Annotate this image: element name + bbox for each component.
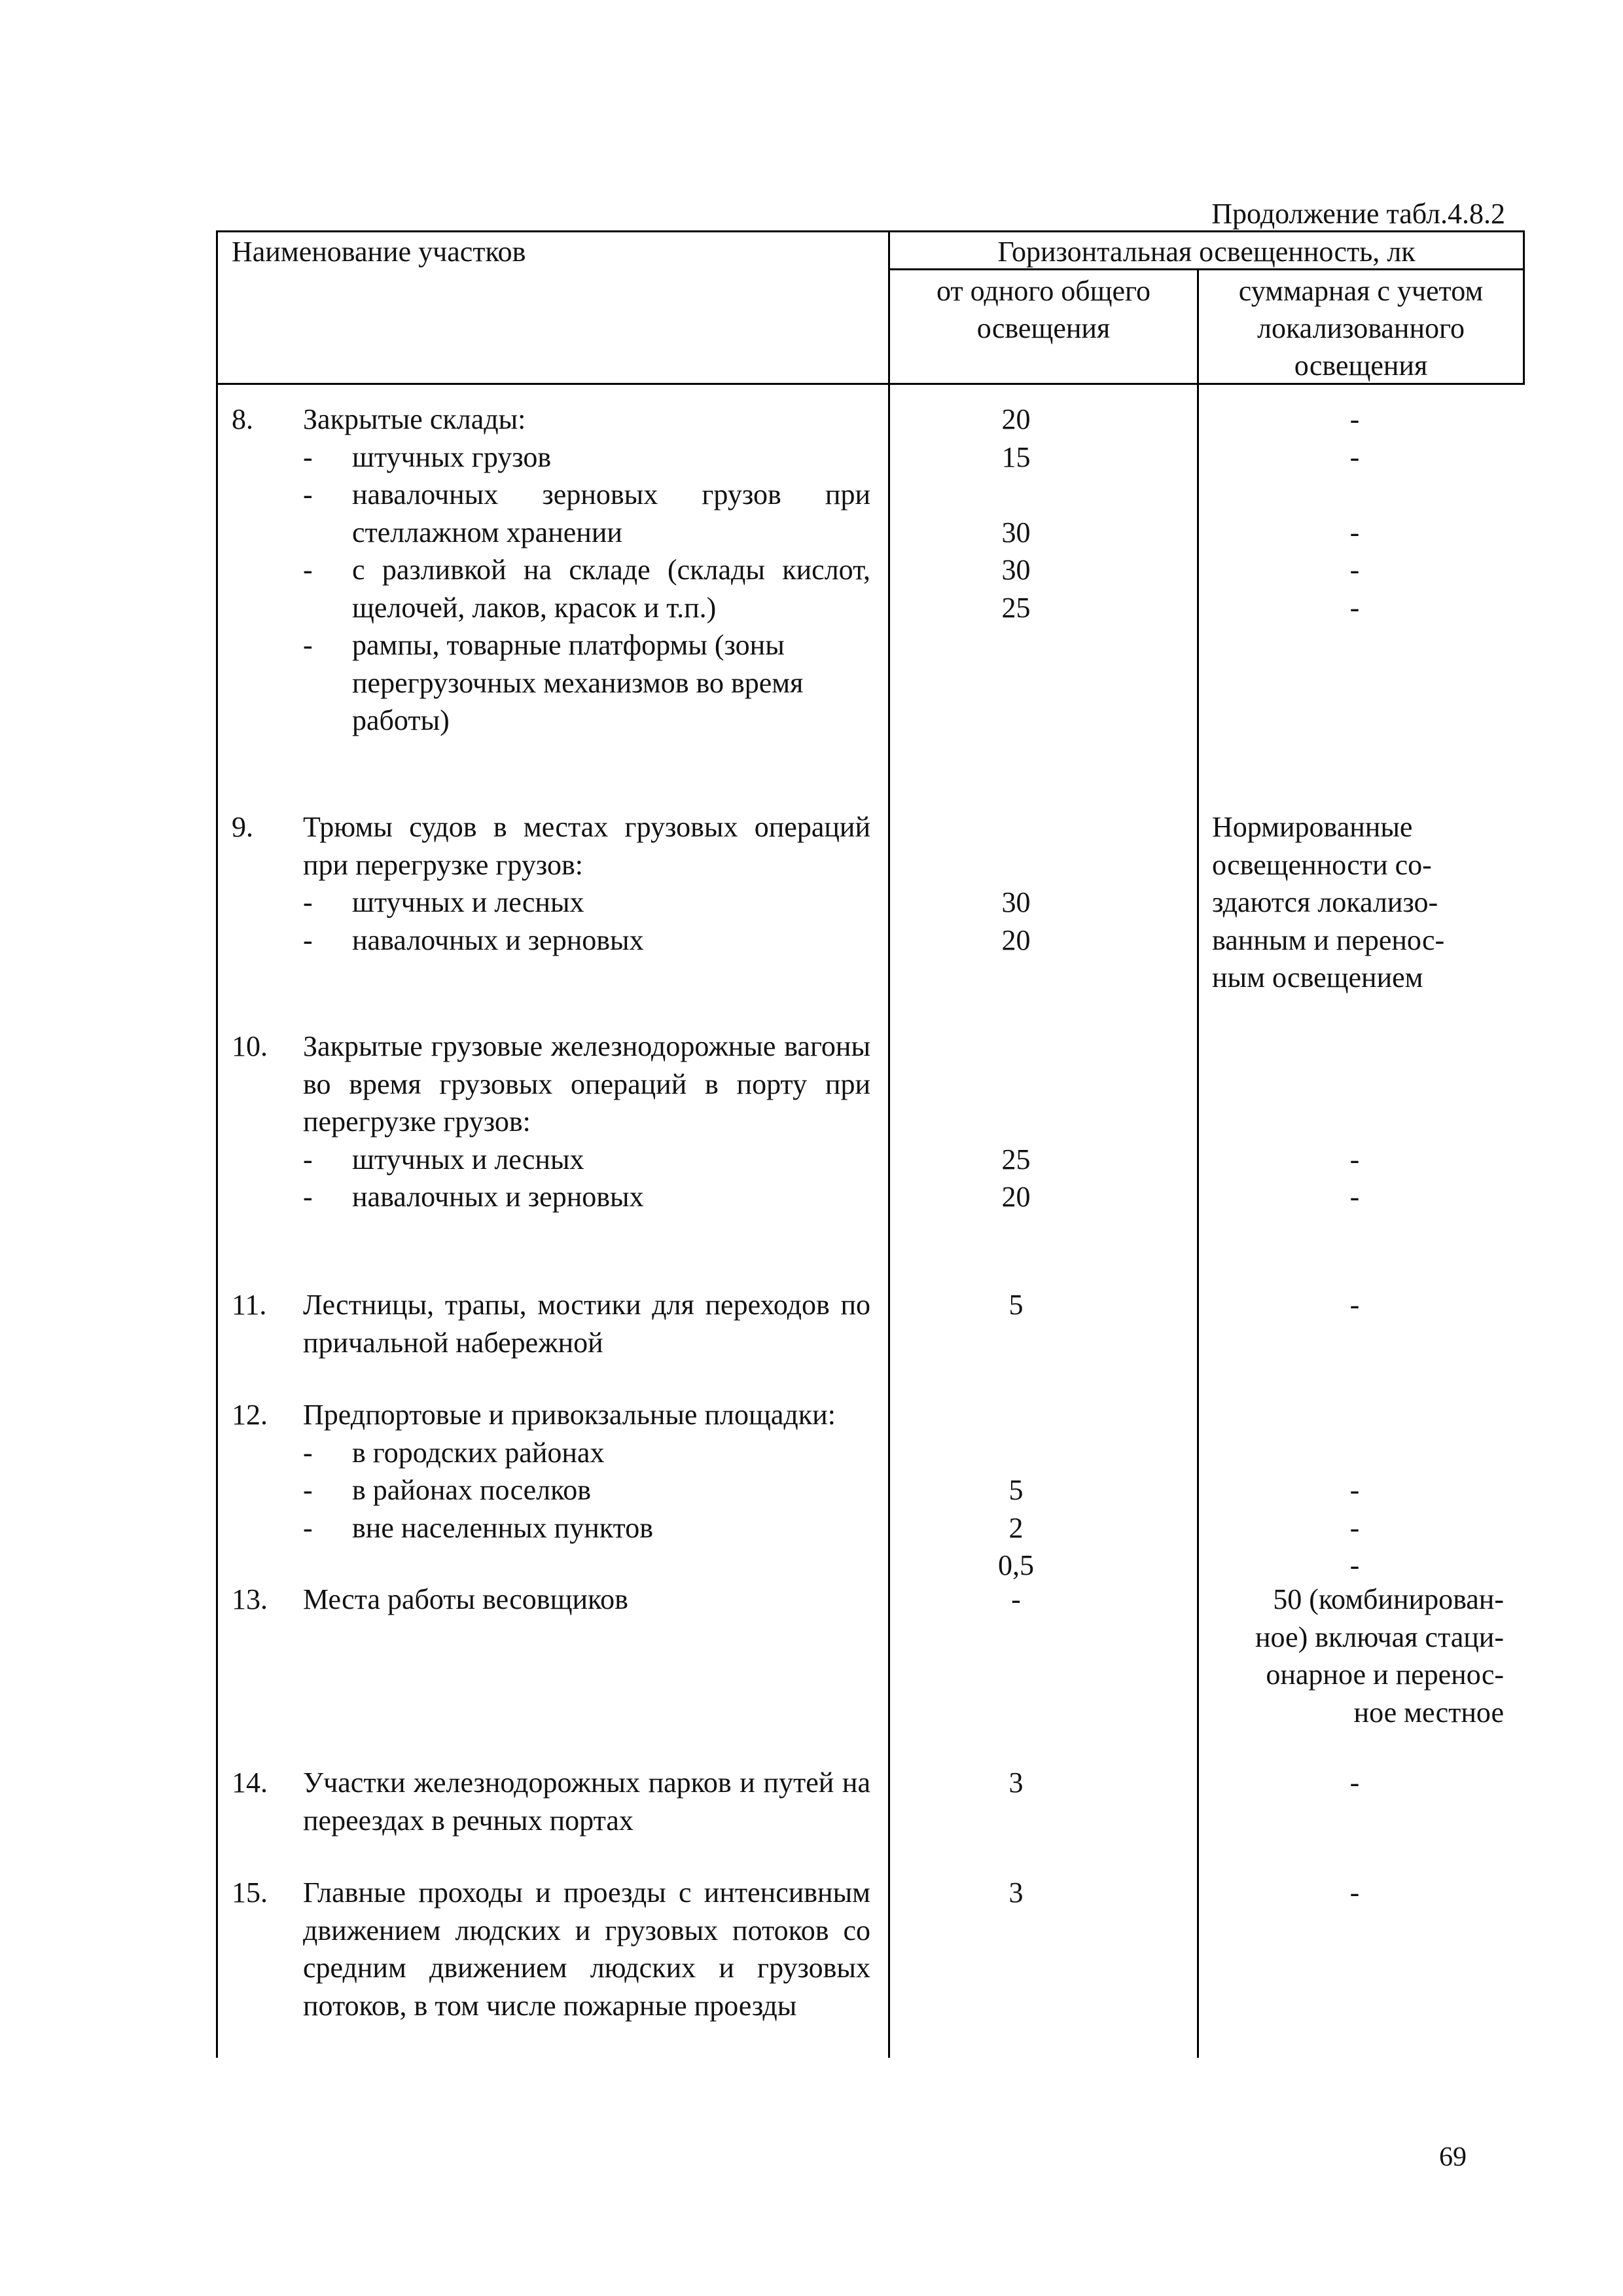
value-spacer	[1205, 1396, 1504, 1434]
list-item-text: штучных и лесных	[352, 886, 584, 918]
value-cell: -	[1349, 440, 1360, 473]
list-item-text: с разливкой на складе (склады кислот, щелочей, лаков, красок и т.п.)	[352, 554, 870, 624]
list-item	[303, 1471, 870, 1509]
header-col-general-line: от одного общего	[936, 275, 1150, 307]
value-cell: -	[1349, 516, 1360, 548]
dash: -	[303, 1181, 313, 1213]
row-description	[303, 1286, 870, 1361]
row-description	[303, 1874, 870, 2024]
value-cell: 20	[1001, 1181, 1031, 1213]
row-description	[303, 808, 870, 959]
list-item-text: рампы, товарные платформы (зоны перегрузочных механизмов во время работы)	[352, 629, 804, 736]
row-title: Лестницы, трапы, мостики для переходов по причальной набережной	[303, 1289, 870, 1359]
header-col-combined-line: суммарная с учетом	[1238, 275, 1484, 307]
value-cell: -	[1349, 1143, 1360, 1175]
value-spacer	[1205, 1103, 1504, 1141]
value-cell: 3	[1008, 1767, 1024, 1799]
combined-illuminance-note	[1205, 1581, 1504, 1731]
note-line: освещенности со-	[1212, 848, 1432, 881]
row-number: 15.	[232, 1876, 268, 1909]
illuminance-table	[216, 230, 1525, 2058]
value-spacer	[1205, 1028, 1504, 1066]
value-cell: 30	[1001, 886, 1031, 918]
note-line: ванным и перенос-	[1212, 924, 1445, 956]
column-divider-2	[1197, 268, 1199, 2058]
value-spacer	[890, 846, 1142, 884]
list-item	[303, 439, 870, 476]
list-item	[303, 476, 870, 551]
general-illuminance-values	[890, 1286, 1142, 1324]
dash: -	[303, 1436, 313, 1469]
row-title: Главные проходы и проезды с интенсивным движением людских и грузовых потоков со средним движением людских и грузовых потоков, в том числе пожарные проезды	[303, 1876, 870, 2022]
note-line: Нормированные	[1212, 811, 1413, 843]
value-cell: 20	[1001, 924, 1031, 956]
list-item	[303, 626, 876, 740]
list-item	[303, 551, 870, 626]
value-spacer	[890, 1396, 1142, 1434]
row-title: Участки железнодорожных парков и путей на переездах в речных портах	[303, 1767, 870, 1837]
row-description	[303, 401, 870, 740]
note-line: 50 (комбинирован-	[1273, 1583, 1504, 1615]
header-col-combined-line: освещения	[1294, 350, 1428, 382]
list-item-text: штучных и лесных	[352, 1143, 584, 1175]
value-spacer	[890, 1434, 1142, 1472]
row-description	[303, 1396, 870, 1547]
page-number: 69	[1439, 2142, 1467, 2172]
value-spacer	[890, 1066, 1142, 1103]
row-number: 9.	[232, 811, 253, 843]
combined-illuminance-values	[1205, 1028, 1504, 1216]
combined-illuminance-values	[1205, 1396, 1504, 1585]
value-spacer	[1205, 1434, 1504, 1472]
row-title: Предпортовые и привокзальные площадки:	[303, 1399, 836, 1431]
header-col-name: Наименование участков	[232, 236, 526, 268]
combined-illuminance-values	[1205, 401, 1504, 626]
table-top-border	[216, 230, 1525, 232]
value-cell: 5	[1008, 1474, 1024, 1506]
dash: -	[303, 554, 313, 586]
row-number: 8.	[232, 403, 253, 435]
general-illuminance-values	[890, 1396, 1142, 1585]
general-illuminance-values	[890, 1874, 1142, 1912]
general-illuminance-values	[890, 1764, 1142, 1802]
list-item-text: в районах поселков	[352, 1474, 592, 1506]
table-right-border	[1523, 230, 1525, 385]
note-line: ное) включая стаци-	[1255, 1621, 1504, 1653]
value-cell: -	[1011, 1583, 1021, 1615]
row-title: Закрытые склады:	[303, 403, 526, 435]
value-cell: -	[1349, 591, 1360, 624]
header-group-illuminance: Горизонтальная освещенность, лк	[997, 236, 1416, 268]
list-item	[303, 1434, 870, 1472]
combined-illuminance-values	[1205, 1874, 1504, 1912]
value-cell: 2	[1008, 1511, 1024, 1544]
value-cell: 15	[1001, 440, 1031, 473]
dash: -	[303, 1474, 313, 1506]
note-line: здаются локализо-	[1212, 886, 1438, 918]
list-item	[303, 884, 870, 922]
row-number: 10.	[232, 1030, 268, 1062]
dash: -	[303, 1511, 313, 1544]
row-number: 13.	[232, 1583, 268, 1615]
value-cell: -	[1349, 1474, 1360, 1506]
value-cell: -	[1349, 1549, 1360, 1581]
header-col-combined-line: локализованного	[1257, 312, 1465, 344]
general-illuminance-values	[890, 401, 1142, 626]
value-cell: -	[1349, 554, 1360, 586]
value-cell: 3	[1008, 1876, 1024, 1909]
general-illuminance-values	[890, 1028, 1142, 1216]
value-cell: -	[1349, 1511, 1360, 1544]
general-illuminance-values	[890, 1581, 1142, 1619]
row-number: 14.	[232, 1767, 268, 1799]
row-title: Места работы весовщиков	[303, 1583, 628, 1615]
value-spacer	[890, 808, 1142, 846]
value-cell: 30	[1001, 554, 1031, 586]
value-cell: -	[1349, 1181, 1360, 1213]
value-cell: 0,5	[998, 1549, 1034, 1581]
header-col-combined	[1199, 272, 1523, 384]
combined-illuminance-values	[1205, 1286, 1504, 1324]
list-item	[303, 1509, 870, 1547]
list-item	[303, 1141, 870, 1179]
list-item-text: навалочных зерновых грузов при стеллажном хранении	[352, 478, 870, 548]
value-cell: -	[1349, 1289, 1360, 1321]
row-title: Трюмы судов в местах грузовых операций при перегрузке грузов:	[303, 811, 870, 881]
dash: -	[303, 478, 313, 511]
value-cell: 20	[1001, 403, 1031, 435]
list-item-text: в городских районах	[352, 1436, 605, 1469]
header-col-general-line: освещения	[976, 312, 1111, 344]
dash: -	[303, 886, 313, 918]
list-item	[303, 922, 870, 960]
value-cell: -	[1349, 1767, 1360, 1799]
row-description	[303, 1028, 870, 1216]
value-cell: -	[1349, 403, 1360, 435]
row-number: 11.	[232, 1289, 267, 1321]
dash: -	[303, 440, 313, 473]
list-item-text: навалочных и зерновых	[352, 924, 644, 956]
dash: -	[303, 924, 313, 956]
value-cell: 25	[1001, 591, 1031, 624]
list-item-text: вне населенных пунктов	[352, 1511, 653, 1544]
list-item-text: навалочных и зерновых	[352, 1181, 644, 1213]
note-line: ное местное	[1353, 1696, 1504, 1729]
dash: -	[303, 629, 313, 661]
combined-illuminance-values	[1205, 1764, 1504, 1802]
header-col-general	[890, 272, 1197, 347]
row-number: 12.	[232, 1399, 268, 1431]
combined-illuminance-note	[1212, 808, 1507, 997]
value-cell: 30	[1001, 516, 1031, 548]
dash: -	[303, 1143, 313, 1175]
value-cell: 5	[1008, 1289, 1024, 1321]
value-spacer	[890, 1103, 1142, 1141]
value-spacer	[1205, 476, 1504, 514]
general-illuminance-values	[890, 808, 1142, 959]
list-item-text: штучных грузов	[352, 440, 552, 473]
value-cell: -	[1349, 1876, 1360, 1909]
value-spacer	[890, 1028, 1142, 1066]
table-continuation-caption: Продолжение табл.4.8.2	[1211, 198, 1505, 230]
row-description	[303, 1764, 870, 1839]
value-spacer	[890, 476, 1142, 514]
note-line: ным освещением	[1212, 961, 1423, 994]
value-cell: 25	[1001, 1143, 1031, 1175]
row-title: Закрытые грузовые железнодорожные вагоны во время грузовых операций в порту при перегрузке грузов:	[303, 1030, 870, 1138]
note-line: онарное и перенос-	[1266, 1659, 1504, 1691]
table-left-border	[216, 230, 218, 2058]
value-spacer	[1205, 1066, 1504, 1103]
row-description	[303, 1581, 870, 1619]
list-item	[303, 1178, 870, 1216]
